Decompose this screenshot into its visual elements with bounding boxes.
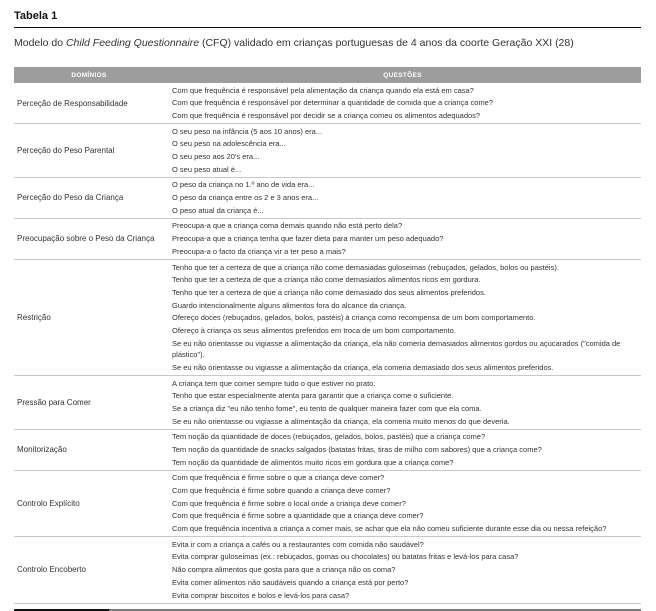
question-item: Tenho que ter a certeza de que a criança não come demasiadas guloseimas (rebuçados, gelados, bolos ou pastéis).: [172, 262, 559, 272]
question-item: Se eu não orientasse ou vigiasse a alimentação da criança, ela não comeria demasiados alimentos gordos ou açucarados ("comida de plástico").: [172, 338, 621, 360]
question-item: Se eu não orientasse ou vigiasse a alimentação da criança, ela comeria muito menos do que deveria.: [172, 416, 510, 426]
questions-cell: [172, 124, 641, 177]
domain-cell: Controlo Encoberto: [17, 565, 86, 575]
table-header: [14, 67, 641, 83]
table-caption: [14, 37, 641, 50]
domain-cell: Controlo Explícito: [17, 498, 80, 508]
domain-cell: Perceção do Peso Parental: [17, 145, 115, 155]
questions-cell: [172, 83, 641, 123]
caption-prefix: Modelo do: [14, 37, 66, 49]
questions-cell: [172, 178, 641, 218]
questions-cell: [172, 260, 641, 375]
top-rule: [14, 27, 641, 28]
question-item: Ofereço doces (rebuçados, gelados, bolos, pastéis) à criança como recompensa de um bom comportamento.: [172, 313, 536, 323]
question-item: Tem noção da quantidade de snacks salgados (batatas fritas, tiras de milho com sabores) que a criança come?: [172, 444, 542, 454]
question-item: Preocupa-a o facto da criança vir a ter peso a mais?: [172, 246, 346, 256]
document-page: [14, 0, 641, 611]
table-row: [14, 260, 641, 376]
question-item: Se a criança diz "eu não tenho fome", eu tento de qualquer maneira fazer com que ela coma.: [172, 403, 482, 413]
header-domains: DOMÍNIOS: [71, 71, 107, 79]
table-body: [14, 83, 641, 604]
question-item: Com que frequência é firme sobre quando a criança deve comer?: [172, 486, 391, 496]
question-item: Tenho que estar especialmente atenta para garantir que a criança come o suficiente.: [172, 391, 454, 401]
domain-cell: Pressão para Comer: [17, 397, 91, 407]
question-item: Evita comprar guloseimas (ex.: rebuçados, gomas ou chocolates) ou batatas fritas e levá-los para casa?: [172, 552, 519, 562]
question-item: Tem noção da quantidade de alimentos muito ricos em gordura que a criança come?: [172, 457, 454, 467]
question-item: Guardo intencionalmente alguns alimentos fora do alcance da criança.: [172, 300, 407, 310]
bottom-rule-dark: [14, 609, 109, 611]
domain-cell: Perceção do Peso da Criança: [17, 193, 124, 203]
question-item: Com que frequência é firme sobre o local onde a criança deve comer?: [172, 498, 406, 508]
domain-cell: Preocupação sobre o Peso da Criança: [17, 234, 155, 244]
caption-suffix: (CFQ) validado em crianças portuguesas de 4 anos da coorte Geração XXI (28): [199, 37, 574, 49]
question-item: Com que frequência incentiva a criança a comer mais, se achar que ela não comeu suficiente durante esse dia ou nessa refeição?: [172, 524, 607, 534]
question-item: Ofereço à criança os seus alimentos preferidos em troca de um bom comportamento.: [172, 325, 456, 335]
question-item: Preocupa-a que a criança coma demais quando não está perto dela?: [172, 221, 403, 231]
question-item: Se eu não orientasse ou vigiasse a alimentação da criança, ela comeria demasiado dos seus alimentos preferidos.: [172, 362, 554, 372]
question-item: Tenho que ter a certeza de que a criança não come demasiados alimentos ricos em gordura.: [172, 275, 481, 285]
questions-cell: [172, 430, 641, 470]
question-item: Com que frequência é firme sobre a quantidade que a criança deve comer?: [172, 511, 424, 521]
question-item: A criança tem que comer sempre tudo o que estiver no prato.: [172, 378, 376, 388]
question-item: Com que frequência é responsável por determinar a quantidade de comida que a criança come?: [172, 98, 494, 108]
question-item: Tem noção da quantidade de doces (rebuçados, gelados, bolos, pastéis) que a criança come?: [172, 432, 486, 442]
question-item: O peso atual da criança é...: [172, 205, 264, 215]
domain-cell: Restrição: [17, 312, 51, 322]
table-row: [14, 83, 641, 124]
table-label: Tabela 1: [14, 10, 58, 22]
table-row: [14, 537, 641, 603]
domain-cell: Monitorização: [17, 445, 67, 455]
question-item: O seu peso aos 20's era...: [172, 152, 260, 162]
questions-cell: [172, 376, 641, 429]
table-row: [14, 376, 641, 430]
question-item: O peso da criança no 1.º ano de vida era...: [172, 180, 315, 190]
caption-italic: Child Feeding Questionnaire: [65, 37, 200, 49]
question-item: O seu peso atual é...: [172, 164, 242, 174]
question-item: O peso da criança entre os 2 e 3 anos era...: [172, 193, 319, 203]
question-item: O seu peso na adolescência era...: [172, 139, 286, 149]
table-row: [14, 178, 641, 219]
questions-cell: [172, 219, 641, 259]
questions-cell: [172, 537, 641, 602]
question-item: Evita comer alimentos não saudáveis quando a criança está por perto?: [172, 577, 409, 587]
question-item: Evita comprar biscoitos e bolos e levá-los para casa?: [172, 590, 350, 600]
question-item: Tenho que ter a certeza de que a criança não come demasiado dos seus alimentos preferidos.: [172, 287, 486, 297]
table-row: [14, 124, 641, 178]
questions-cell: [172, 471, 641, 536]
table-row: [14, 219, 641, 260]
table-row: [14, 471, 641, 537]
question-item: Evita ir com a criança a cafés ou a restaurantes com comida não saudável?: [172, 539, 424, 549]
question-item: Com que frequência é responsável por decidir se a criança comeu os alimentos adequados?: [172, 110, 481, 120]
question-item: O seu peso na infância (5 aos 10 anos) era...: [172, 126, 323, 136]
question-item: Preocupa-a que a criança tenha que fazer dieta para manter um peso adequado?: [172, 234, 444, 244]
header-questions: QUESTÕES: [383, 71, 422, 79]
bottom-rule-grey: [109, 609, 641, 611]
domain-cell: Perceção de Responsabilidade: [17, 98, 128, 108]
question-item: Com que frequência é responsável pela alimentação da criança quando ela está em casa?: [172, 85, 474, 95]
question-item: Não compra alimentos que gosta para que a criança não os coma?: [172, 565, 396, 575]
bottom-rule: [14, 609, 641, 611]
question-item: Com que frequência é firme sobre o que a criança deve comer?: [172, 473, 385, 483]
table-row: [14, 430, 641, 471]
